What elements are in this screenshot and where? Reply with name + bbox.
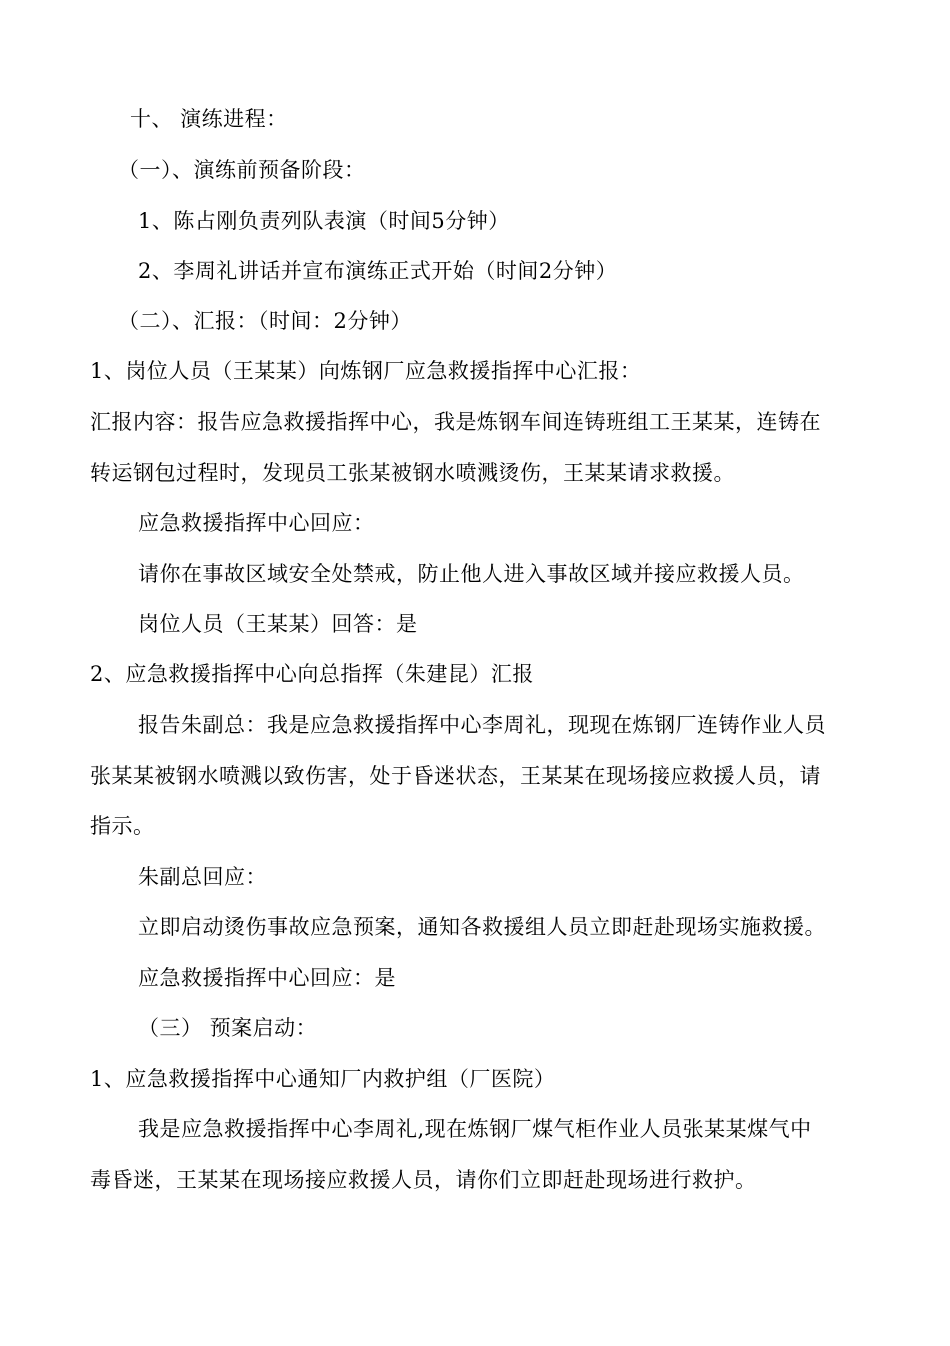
notify-1-line2: 毒昏迷，王某某在现场接应救援人员，请你们立即赶赴现场进行救护。 [90,1168,757,1192]
report-1-content-line1: 汇报内容：报告应急救援指挥中心，我是炼钢车间连铸班组工王某某，连铸在 [90,410,821,434]
center-reply-text: 请你在事故区域安全处禁戒，防止他人进入事故区域并接应救援人员。 [138,562,805,586]
section-1-title: （一）、演练前预备阶段： [118,158,366,182]
section-1-item-2: 2、李周礼讲话并宣布演练正式开始（时间2分钟） [138,259,618,283]
report-2-line1: 报告朱副总：我是应急救援指挥中心李周礼，现现在炼钢厂连铸作业人员 [138,713,826,737]
report-2-line2: 张某某被钢水喷溅以致伤害，处于昏迷状态，王某某在现场接应救援人员，请 [90,764,821,788]
zhu-reply-label: 朱副总回应： [138,865,267,889]
report-1-title: 1、岗位人员（王某某）向炼钢厂应急救援指挥中心汇报： [90,359,642,383]
report-2-line3: 指示。 [90,814,155,838]
post-answer: 岗位人员（王某某）回答：是 [138,612,418,636]
section-3-title: （三） 预案启动： [138,1016,318,1040]
report-1-content-line2: 转运钢包过程时，发现员工张某被钢水喷溅烫伤，王某某请求救援。 [90,461,735,485]
section-2-title: （二）、汇报：（时间：2分钟） [118,309,412,333]
notify-1-line1: 我是应急救援指挥中心李周礼,现在炼钢厂煤气柜作业人员张某某煤气中 [138,1117,812,1141]
section-1-item-1: 1、陈占刚负责列队表演（时间5分钟） [138,209,510,233]
zhu-reply-text: 立即启动烫伤事故应急预案，通知各救援组人员立即赶赴现场实施救援。 [138,915,826,939]
report-2-title: 2、应急救援指挥中心向总指挥（朱建昆）汇报 [90,662,534,686]
heading-10: 十、 演练进程： [130,107,288,131]
center-reply-label: 应急救援指挥中心回应： [138,511,375,535]
center-reply-yes: 应急救援指挥中心回应：是 [138,966,396,990]
notify-1-title: 1、应急救援指挥中心通知厂内救护组（厂医院） [90,1067,556,1091]
